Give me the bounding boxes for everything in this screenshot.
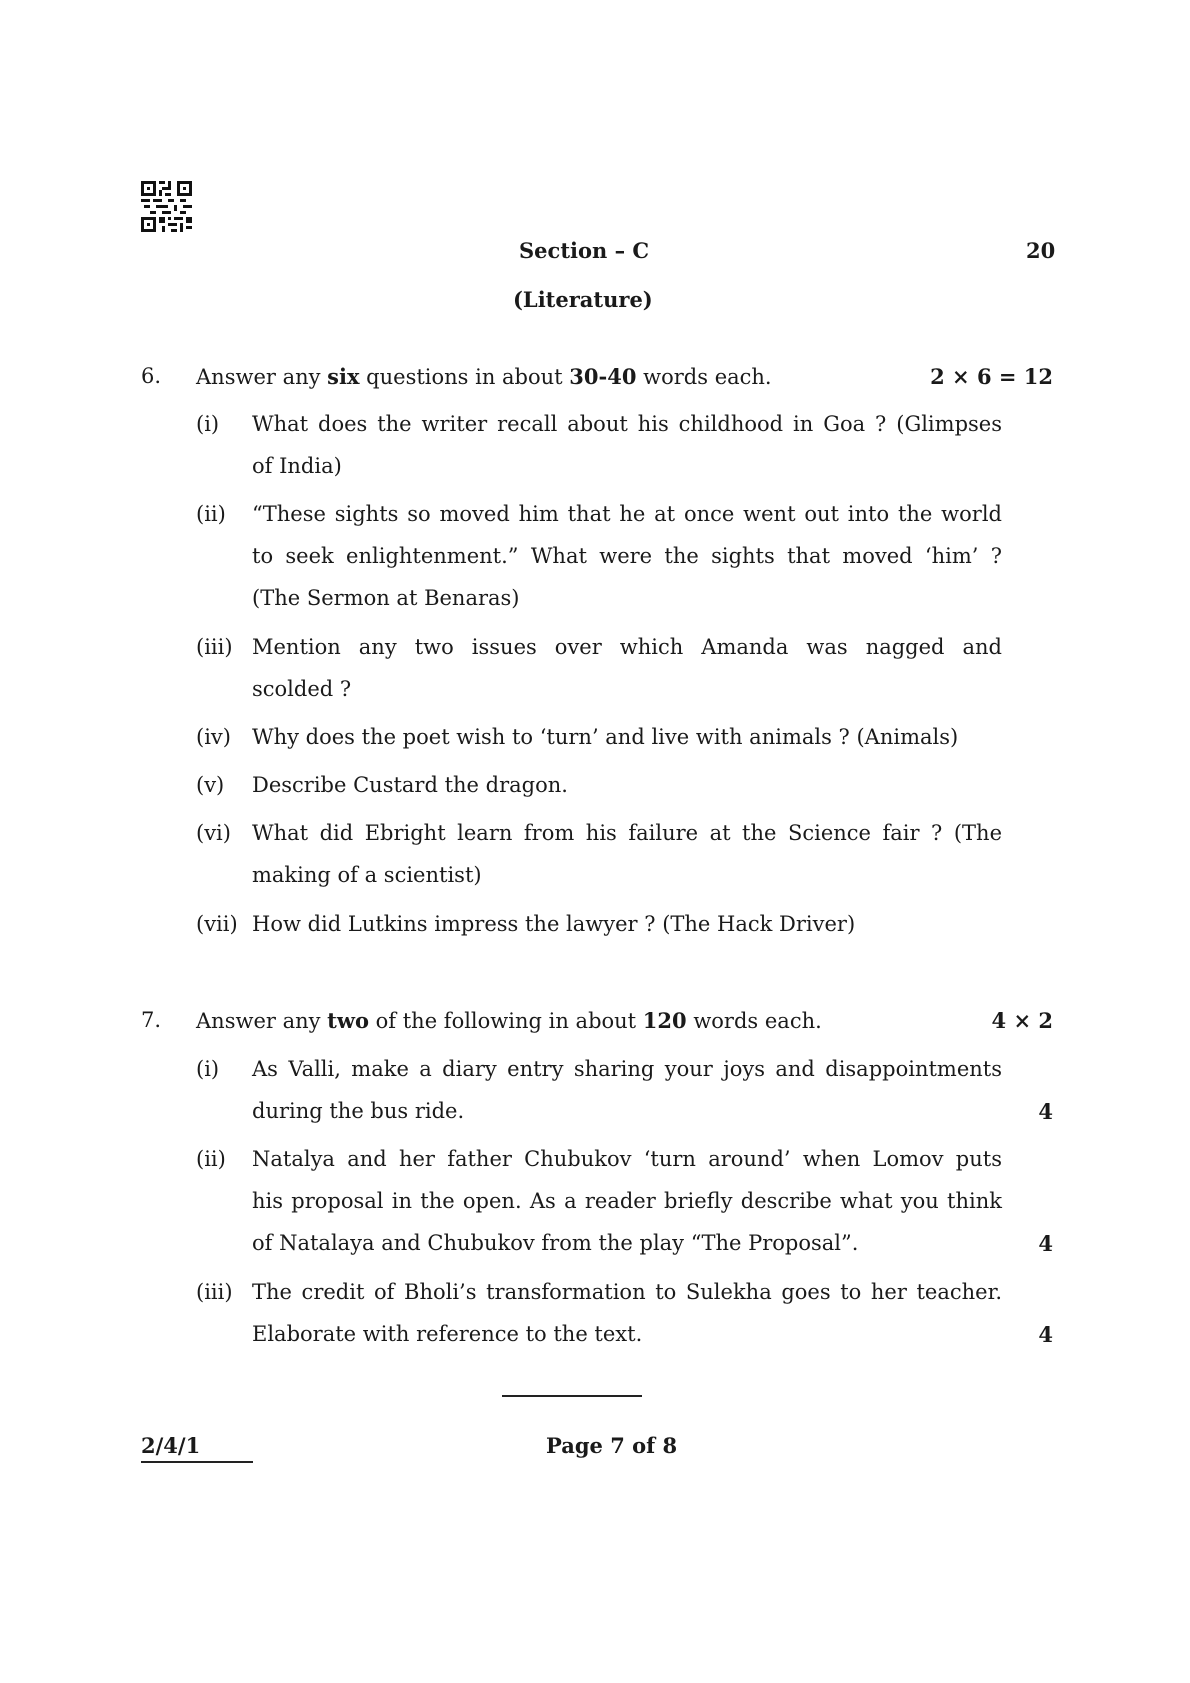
instruction-emphasis: two (327, 1008, 369, 1033)
instruction-text: words each. (636, 365, 772, 389)
item-text-line: “These sights so moved him that he at once went out into the world (252, 502, 1002, 526)
item-text-line: of India) (252, 454, 342, 478)
instruction-text: of the following in about (368, 1009, 643, 1033)
item-text-line: Elaborate with reference to the text. (252, 1322, 643, 1346)
item-text-line: of Natalaya and Chubukov from the play “The Proposal”. (252, 1231, 859, 1255)
item-label: (v) (196, 773, 225, 797)
item-label: (vi) (196, 821, 231, 845)
item-text-line: What does the writer recall about his childhood in Goa ? (Glimpses (252, 412, 1002, 436)
question-instruction (196, 1010, 822, 1032)
item-marks: 4 (1038, 1322, 1053, 1347)
question-marks: 4 × 2 (991, 1008, 1053, 1033)
item-text-line: Why does the poet wish to ‘turn’ and live with animals ? (Animals) (252, 725, 959, 749)
section-marks: 20 (1026, 238, 1056, 263)
item-text-line: his proposal in the open. As a reader briefly describe what you think (252, 1189, 1002, 1213)
instruction-text: words each. (686, 1009, 822, 1033)
item-text-line: scolded ? (252, 677, 352, 701)
question-number: 6. (141, 364, 162, 388)
item-label: (i) (196, 1057, 220, 1081)
item-text-line: (The Sermon at Benaras) (252, 586, 520, 610)
section-title: Section – C (519, 238, 650, 263)
item-text-line: Mention any two issues over which Amanda was nagged and (252, 635, 1002, 659)
question-marks: 2 × 6 = 12 (930, 364, 1053, 389)
item-text-line: during the bus ride. (252, 1099, 465, 1123)
item-text-line: The credit of Bholi’s transformation to Sulekha goes to her teacher. (252, 1280, 1002, 1304)
item-label: (iv) (196, 725, 231, 749)
item-label: (vii) (196, 912, 238, 936)
page-number: Page 7 of 8 (546, 1433, 678, 1458)
paper-code-underline (141, 1461, 253, 1463)
instruction-emphasis: six (327, 364, 360, 389)
item-text-line: How did Lutkins impress the lawyer ? (The Hack Driver) (252, 912, 856, 936)
item-label: (ii) (196, 502, 226, 526)
instruction-text: Answer any (196, 1009, 328, 1033)
item-text-line: Natalya and her father Chubukov ‘turn around’ when Lomov puts (252, 1147, 1002, 1171)
item-marks: 4 (1038, 1231, 1053, 1256)
instruction-emphasis: 30-40 (569, 364, 637, 389)
item-text-line: As Valli, make a diary entry sharing your joys and disappointments (252, 1057, 1002, 1081)
instruction-text: Answer any (196, 365, 328, 389)
item-text-line: Describe Custard the dragon. (252, 773, 568, 797)
instruction-emphasis: 120 (642, 1008, 687, 1033)
item-marks: 4 (1038, 1099, 1053, 1124)
end-divider (502, 1395, 642, 1397)
question-instruction (196, 366, 772, 388)
item-text-line: making of a scientist) (252, 863, 482, 887)
item-text-line: What did Ebright learn from his failure at the Science fair ? (The (252, 821, 1002, 845)
paper-code: 2/4/1 (141, 1433, 201, 1458)
section-subtitle: (Literature) (513, 287, 653, 312)
item-text-line: to seek enlightenment.” What were the sights that moved ‘him’ ? (252, 544, 1002, 568)
qr-code-icon (141, 181, 192, 232)
item-label: (iii) (196, 635, 233, 659)
instruction-text: questions in about (359, 365, 570, 389)
item-label: (i) (196, 412, 220, 436)
item-label: (ii) (196, 1147, 226, 1171)
item-label: (iii) (196, 1280, 233, 1304)
question-number: 7. (141, 1008, 162, 1032)
